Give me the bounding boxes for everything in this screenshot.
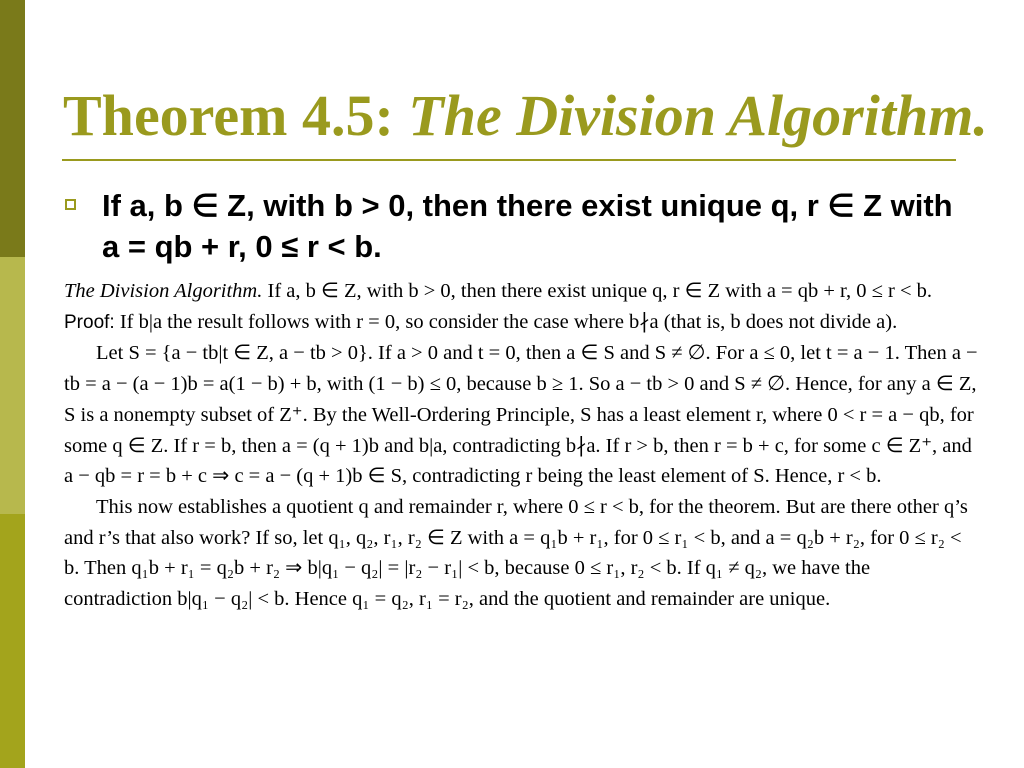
proof-paragraph-2: Let S = {a − tb|t ∈ Z, a − tb > 0}. If a > 0 and t = 0, then a ∈ S and S ≠ ∅. For a ≤ 0, let t = a − 1. Then a − tb = a − (a − 1)b = a(1 − b) + b, with (1 − b) ≤ 0, because b ≥ 1. So a − tb > 0 and S ≠ ∅. Hence, for any a ∈ Z, S is a nonempty subset of Z⁺. By the Well-Ordering Principle, S has a least element r, where 0 < r = a − qb, for some q ∈ Z. If r = b, then a = (q + 1)b and b|a, contradicting b∤a. If r > b, then r = b + c, for some c ∈ Z⁺, and a − qb = r = b + c ⇒ c = a − (q + 1)b ∈ S, contradicting r being the least element of S. Hence, r < b. <box>64 342 978 488</box>
title-italic: The Division Algorithm. <box>408 83 988 148</box>
left-bar-bottom <box>0 514 25 768</box>
scanned-proof <box>64 276 980 615</box>
title-underline <box>62 159 956 161</box>
theorem-statement <box>64 276 980 307</box>
statement-text: If a, b ∈ Z, with b > 0, then there exist unique q, r ∈ Z with a = qb + r, 0 ≤ r < b. <box>267 280 933 302</box>
title-prefix: Theorem 4.5: <box>63 83 409 148</box>
left-bar-middle <box>0 257 25 514</box>
proof-p1-text: If b|a the result follows with r = 0, so consider the case where b∤a (that is, b does not divide a). <box>119 310 898 333</box>
statement-label: The Division Algorithm. <box>64 280 263 302</box>
left-bar-top <box>0 0 25 257</box>
theorem-bullet: If a, b ∈ Z, with b > 0, then there exist unique q, r ∈ Z with a = qb + r, 0 ≤ r < b. <box>102 188 953 264</box>
square-bullet-icon <box>65 199 76 210</box>
slide-title <box>63 80 988 152</box>
proof-label: Proof: <box>64 311 115 333</box>
proof-paragraph-1 <box>64 307 980 339</box>
proof-paragraph-3: This now establishes a quotient q and remainder r, where 0 ≤ r < b, for the theorem. But are there other q’s and r’s that also work? If so, let q₁, q₂, r₁, r₂ ∈ Z with a = q₁b + r₁, for 0 ≤ r₁ < b, and a = q₂b + r₂, for 0 ≤ r₂ < b. Then q₁b + r₁ = q₂b + r₂ ⇒ b|q₁ − q₂| = |r₂ − r₁| < b, because 0 ≤ r₁, r₂ < b. If q₁ ≠ q₂, we have the contradiction b|q₁ − q₂| < b. Hence q₁ = q₂, r₁ = r₂, and the quotient and remainder are unique. <box>64 495 968 611</box>
